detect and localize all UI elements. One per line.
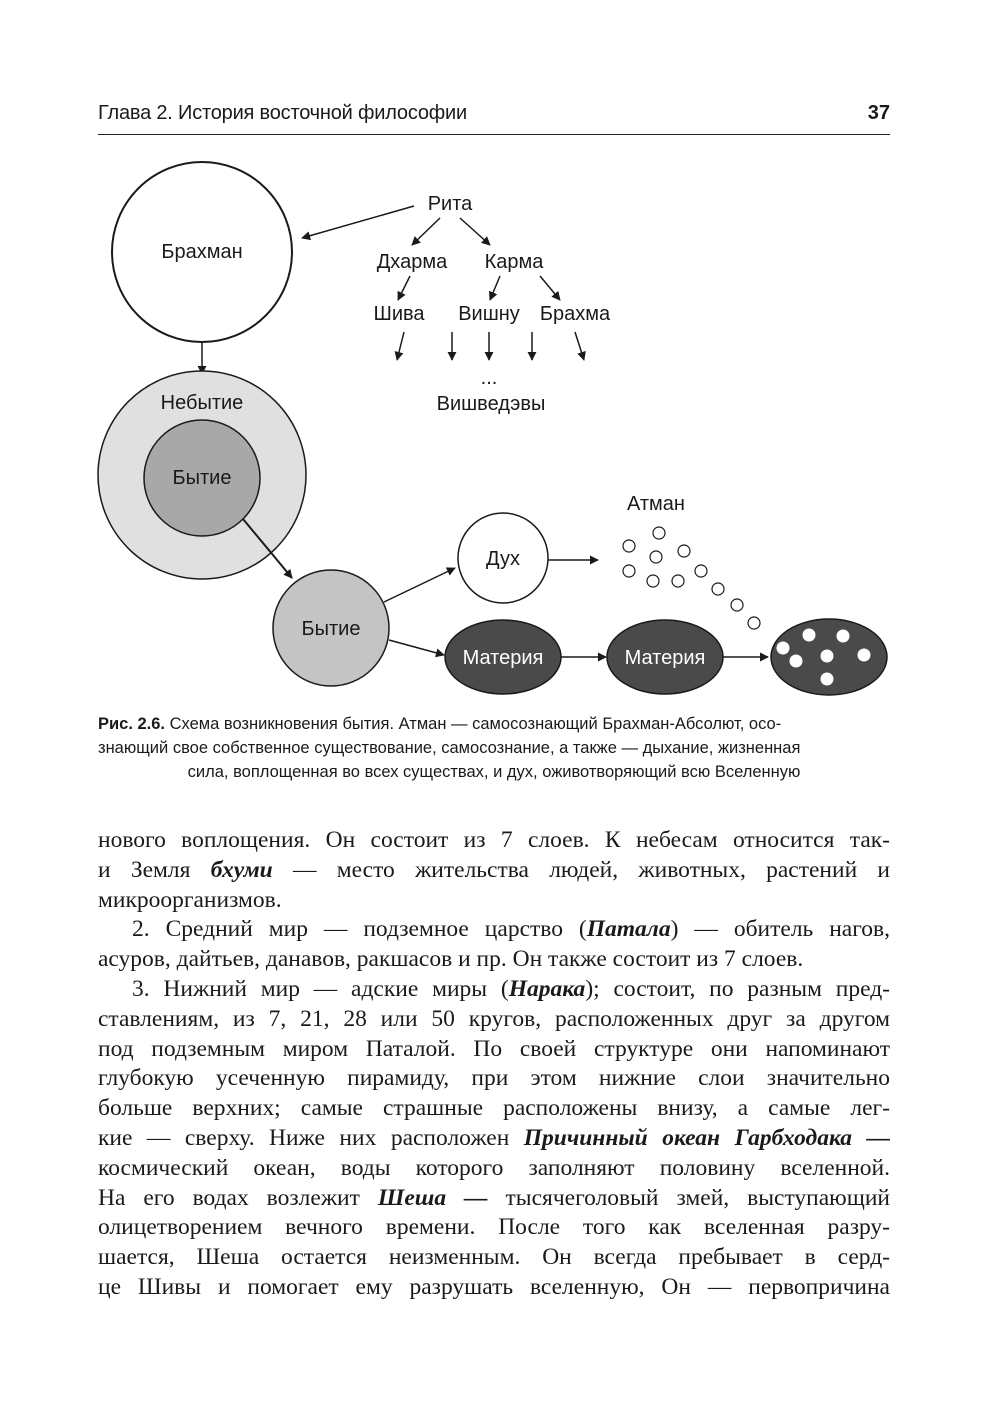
- body-line: це Шивы и помогает ему разрушать вселенную, Он — первопричина: [98, 1273, 890, 1300]
- atman-particle: [647, 575, 659, 587]
- body-fragment: тысячеголовый змей, выступающий: [505, 1184, 890, 1211]
- chapter-title: Глава 2. История восточной философии: [98, 102, 467, 124]
- body-line: [98, 1184, 890, 1214]
- karma-label: Карма: [484, 251, 544, 273]
- ellipsis-label: ...: [480, 367, 498, 389]
- atman-particle: [678, 545, 690, 557]
- vishvedevy-label: Вишведэвы: [436, 393, 546, 415]
- universe-particle: [837, 630, 850, 643]
- atman-label: Атман: [627, 493, 685, 515]
- atman-particle: [623, 565, 635, 577]
- body-line: [98, 856, 890, 886]
- term-patala: Патала: [586, 916, 671, 943]
- atman-particle: [748, 617, 760, 629]
- term-naraka: Нарака: [508, 975, 586, 1002]
- dharma-label: Дхарма: [376, 251, 448, 273]
- body-line: ставлениям, из 7, 21, 28 или 50 кругов, расположенных друг за другом: [98, 1005, 890, 1032]
- materiya-label-2: Материя: [624, 647, 706, 669]
- down-arrow-1: [397, 332, 404, 360]
- universe-particle: [821, 650, 834, 663]
- bytie-outer-label: Бытие: [301, 618, 361, 640]
- atman-particle: [623, 540, 635, 552]
- bytie-inner-label: Бытие: [172, 467, 232, 489]
- body-fragment: ) — обитель нагов,: [670, 916, 890, 943]
- karma-to-brahma-arrow: [540, 276, 560, 300]
- down-arrow-5: [575, 332, 584, 360]
- atman-particle: [653, 527, 665, 539]
- rita-to-karma-arrow: [460, 218, 490, 245]
- bytie-to-materiya-arrow: [389, 640, 444, 655]
- body-line: глубокую усеченную пирамиду, при этом нижние слои значительно: [98, 1065, 890, 1092]
- atman-particles: [623, 527, 760, 629]
- caption-line-2: знающий свое собственное существование, самосознание, а также — дыхание, жизненная: [98, 739, 801, 757]
- rita-to-dharma-arrow: [412, 218, 440, 245]
- atman-particle: [672, 575, 684, 587]
- karma-to-vishnu-arrow: [490, 276, 500, 300]
- body-line: больше верхних; самые страшные расположены внизу, а самые лег-: [98, 1095, 890, 1122]
- body-fragment: 3. Нижний мир — адские миры (: [132, 975, 509, 1002]
- body-line: космический океан, воды которого заполняют половину вселенной.: [98, 1154, 890, 1181]
- brahman-label: Брахман: [161, 241, 243, 263]
- body-fragment: и Земля: [98, 856, 191, 883]
- brahma-label: Брахма: [539, 303, 611, 325]
- figure-label: Рис. 2.6.: [98, 715, 166, 733]
- body-line: [98, 915, 890, 945]
- term-bhumi: бхуми: [210, 856, 273, 883]
- dharma-to-shiva-arrow: [398, 276, 410, 300]
- shiva-label: Шива: [373, 303, 425, 325]
- page-number: 37: [867, 102, 890, 124]
- dukh-label: Дух: [486, 548, 520, 570]
- body-line: шается, Шеша остается неизменным. Он всегда пребывает в серд-: [98, 1244, 890, 1271]
- genesis-diagram: [0, 150, 1000, 700]
- universe-particle: [858, 649, 871, 662]
- universe-particle: [803, 629, 816, 642]
- term-shesha: Шеша —: [377, 1184, 488, 1211]
- running-head: [98, 100, 890, 135]
- body-line: под подземным миром Паталой. По своей структуре они напоминают: [98, 1035, 890, 1062]
- nebytie-label: Небытие: [160, 392, 244, 414]
- figure-caption: [98, 712, 890, 784]
- rita-to-brahman-arrow: [302, 206, 414, 238]
- body-text: [98, 826, 890, 1303]
- universe-particle: [821, 673, 834, 686]
- bytie-to-dukh-arrow: [384, 568, 455, 602]
- body-line: микроорганизмов.: [98, 886, 282, 913]
- atman-particle: [695, 565, 707, 577]
- body-line: олицетворением вечного времени. После того как вселенная разру-: [98, 1214, 890, 1241]
- universe-particle: [777, 642, 790, 655]
- body-line: [98, 975, 890, 1005]
- term-garbhodaka: Причинный океан Гарбходака —: [523, 1124, 891, 1151]
- caption-text-1: Схема возникновения бытия. Атман — самосознающий Брахман-Абсолют, осо-: [165, 715, 782, 733]
- vishnu-label: Вишну: [458, 303, 520, 325]
- universe-particle: [790, 655, 803, 668]
- body-line: асуров, дайтьев, данавов, ракшасов и пр. Он также состоит из 7 слоев.: [98, 946, 804, 973]
- atman-particle: [650, 551, 662, 563]
- caption-line-1: [98, 712, 890, 736]
- body-fragment: На его водах возлежит: [98, 1184, 360, 1211]
- materiya-label-1: Материя: [462, 647, 544, 669]
- body-line: нового воплощения. Он состоит из 7 слоев. К небесам относится так-: [98, 827, 890, 853]
- rita-label: Рита: [427, 193, 473, 215]
- caption-line-3: сила, воплощенная во всех существах, и дух, оживотворяющий всю Вселенную: [187, 763, 801, 781]
- atman-particle: [731, 599, 743, 611]
- body-fragment: — место жительства людей, животных, растений и: [293, 856, 890, 883]
- body-fragment: ); состоит, по разным пред-: [585, 975, 890, 1002]
- body-fragment: кие — сверху. Ниже них расположен: [98, 1124, 510, 1151]
- body-line: [98, 1124, 890, 1154]
- atman-particle: [712, 583, 724, 595]
- body-fragment: 2. Средний мир — подземное царство (: [132, 916, 587, 943]
